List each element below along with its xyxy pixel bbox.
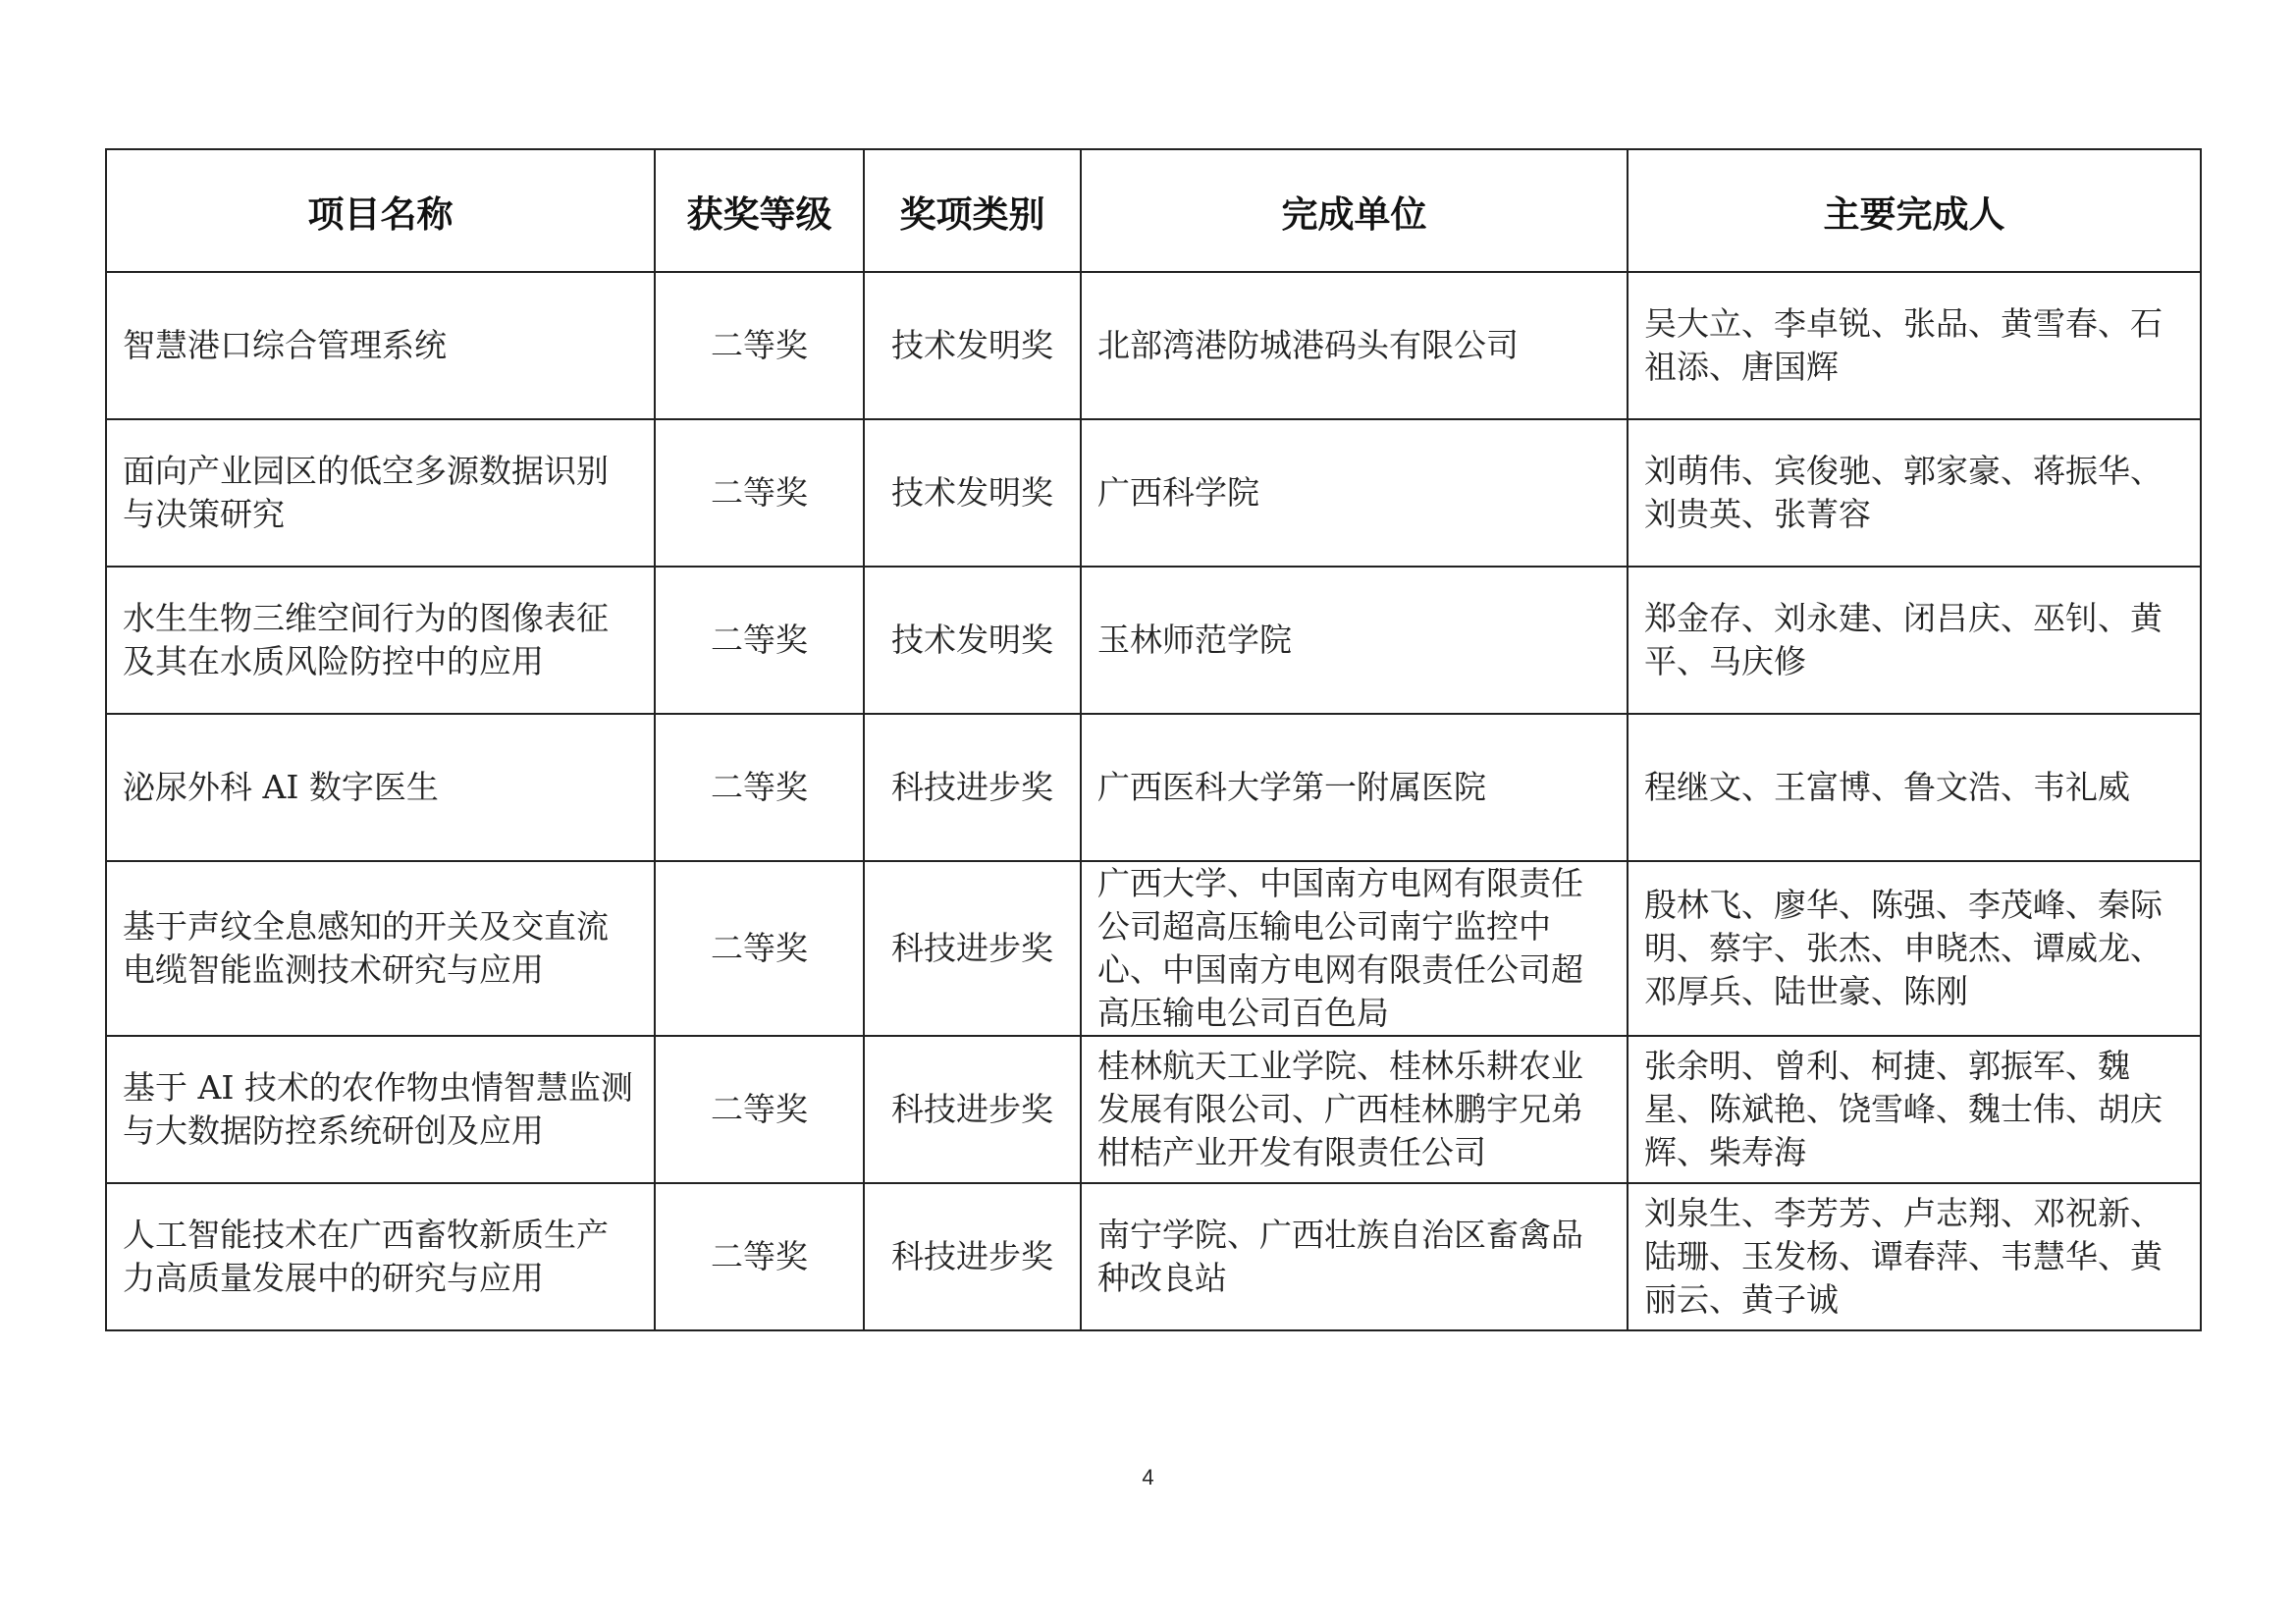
- main-contributors-cell: 刘萌伟、宾俊驰、郭家豪、蒋振华、刘贵英、张菁容: [1628, 419, 2201, 567]
- table-header-row: [106, 149, 2201, 272]
- project-name-cell: 基于声纹全息感知的开关及交直流电缆智能监测技术研究与应用: [106, 861, 655, 1036]
- award-level-cell: 二等奖: [655, 419, 864, 567]
- project-name-cell: 面向产业园区的低空多源数据识别与决策研究: [106, 419, 655, 567]
- completing-unit-cell: 广西科学院: [1081, 419, 1628, 567]
- awards-table: [105, 148, 2202, 1331]
- award-level-cell: 二等奖: [655, 1183, 864, 1330]
- table-row: [106, 272, 2201, 419]
- project-name-cell: 泌尿外科 AI 数字医生: [106, 714, 655, 861]
- completing-unit-cell: 南宁学院、广西壮族自治区畜禽品种改良站: [1081, 1183, 1628, 1330]
- award-level-cell: 二等奖: [655, 567, 864, 714]
- award-level-cell: 二等奖: [655, 861, 864, 1036]
- main-contributors-cell: 殷林飞、廖华、陈强、李茂峰、秦际明、蔡宇、张杰、申晓杰、谭威龙、邓厚兵、陆世豪、陈刚: [1628, 861, 2201, 1036]
- completing-unit-cell: 北部湾港防城港码头有限公司: [1081, 272, 1628, 419]
- main-contributors-cell: 张余明、曾利、柯捷、郭振军、魏星、陈斌艳、饶雪峰、魏士伟、胡庆辉、柴寿海: [1628, 1036, 2201, 1183]
- award-category-cell: 技术发明奖: [864, 272, 1081, 419]
- award-category-cell: 技术发明奖: [864, 419, 1081, 567]
- table-row: [106, 419, 2201, 567]
- award-category-cell: 科技进步奖: [864, 861, 1081, 1036]
- table-row: [106, 1183, 2201, 1330]
- award-category-cell: 科技进步奖: [864, 1036, 1081, 1183]
- award-level-cell: 二等奖: [655, 714, 864, 861]
- project-name-cell: 基于 AI 技术的农作物虫情智慧监测与大数据防控系统研创及应用: [106, 1036, 655, 1183]
- project-name-cell: 人工智能技术在广西畜牧新质生产力高质量发展中的研究与应用: [106, 1183, 655, 1330]
- award-level-cell: 二等奖: [655, 272, 864, 419]
- table-row: [106, 1036, 2201, 1183]
- completing-unit-cell: 广西大学、中国南方电网有限责任公司超高压输电公司南宁监控中心、中国南方电网有限责任公司超高压输电公司百色局: [1081, 861, 1628, 1036]
- award-level-cell: 二等奖: [655, 1036, 864, 1183]
- table-row: [106, 567, 2201, 714]
- main-contributors-cell: 吴大立、李卓锐、张品、黄雪春、石祖添、唐国辉: [1628, 272, 2201, 419]
- page-number: 4: [1142, 1465, 1154, 1489]
- main-contributors-cell: 郑金存、刘永建、闭吕庆、巫钊、黄平、马庆修: [1628, 567, 2201, 714]
- header-completing-unit: 完成单位: [1081, 149, 1628, 272]
- main-contributors-cell: 刘泉生、李芳芳、卢志翔、邓祝新、陆珊、玉发杨、谭春萍、韦慧华、黄丽云、黄子诚: [1628, 1183, 2201, 1330]
- header-award-level: 获奖等级: [655, 149, 864, 272]
- completing-unit-cell: 玉林师范学院: [1081, 567, 1628, 714]
- table-row: [106, 714, 2201, 861]
- header-main-contributors: 主要完成人: [1628, 149, 2201, 272]
- project-name-cell: 智慧港口综合管理系统: [106, 272, 655, 419]
- award-category-cell: 科技进步奖: [864, 1183, 1081, 1330]
- award-category-cell: 技术发明奖: [864, 567, 1081, 714]
- header-award-category: 奖项类别: [864, 149, 1081, 272]
- project-name-cell: 水生生物三维空间行为的图像表征及其在水质风险防控中的应用: [106, 567, 655, 714]
- table-row: [106, 861, 2201, 1036]
- header-project-name: 项目名称: [106, 149, 655, 272]
- completing-unit-cell: 广西医科大学第一附属医院: [1081, 714, 1628, 861]
- completing-unit-cell: 桂林航天工业学院、桂林乐耕农业发展有限公司、广西桂林鹏宇兄弟柑桔产业开发有限责任公司: [1081, 1036, 1628, 1183]
- main-contributors-cell: 程继文、王富博、鲁文浩、韦礼威: [1628, 714, 2201, 861]
- award-category-cell: 科技进步奖: [864, 714, 1081, 861]
